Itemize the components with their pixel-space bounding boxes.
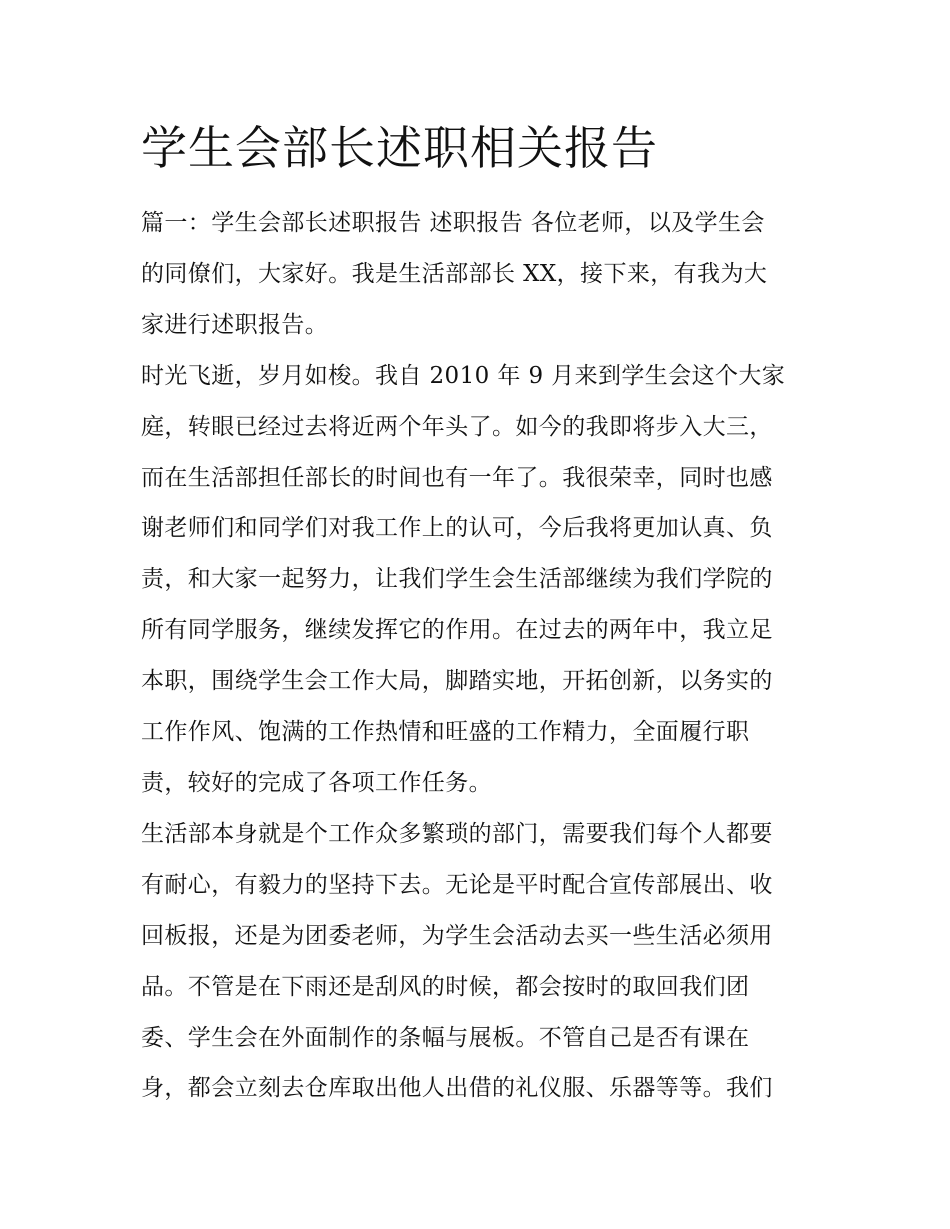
- text-line: 责，和大家一起努力，让我们学生会生活部继续为我们学院的: [141, 566, 773, 593]
- text-line: 工作作风、饱满的工作热情和旺盛的工作精力，全面履行职: [141, 719, 750, 746]
- text-line: 家进行述职报告。: [141, 311, 329, 338]
- text-line: 庭，转眼已经过去将近两个年头了。如今的我即将步入大三，: [141, 413, 773, 440]
- text-line: 回板报，还是为团委老师，为学生会活动去买一些生活必须用: [141, 922, 773, 949]
- text-line: 本职，围绕学生会工作大局，脚踏实地，开拓创新，以务实的: [141, 668, 773, 695]
- document-title: 学生会部长述职相关报告: [141, 121, 658, 175]
- text-line: 谢老师们和同学们对我工作上的认可，今后我将更加认真、负: [141, 515, 773, 542]
- text-line: 所有同学服务，继续发挥它的作用。在过去的两年中，我立足: [141, 617, 773, 644]
- document-body: [141, 198, 813, 1114]
- text-line: 篇一：学生会部长述职报告 述职报告 各位老师，以及学生会: [141, 210, 765, 236]
- text-line: 而在生活部担任部长的时间也有一年了。我很荣幸，同时也感: [141, 464, 773, 491]
- text-line: 生活部本身就是个工作众多繁琐的部门，需要我们每个人都要: [141, 820, 773, 847]
- text-line: 身，都会立刻去仓库取出他人出借的礼仪服、乐器等等。我们: [141, 1075, 773, 1102]
- text-line: 时光飞逝，岁月如梭。我自 2010 年 9 月来到学生会这个大家: [141, 362, 786, 389]
- text-line: 的同僚们，大家好。我是生活部部长 XX，接下来，有我为大: [141, 260, 768, 287]
- text-line: 品。不管是在下雨还是刮风的时候，都会按时的取回我们团: [141, 973, 750, 1000]
- document-content: [141, 112, 813, 1114]
- text-line: 责，较好的完成了各项工作任务。: [141, 769, 492, 796]
- text-line: 有耐心，有毅力的坚持下去。无论是平时配合宣传部展出、收: [141, 871, 773, 898]
- text-line: 委、学生会在外面制作的条幅与展板。不管自己是否有课在: [141, 1024, 750, 1051]
